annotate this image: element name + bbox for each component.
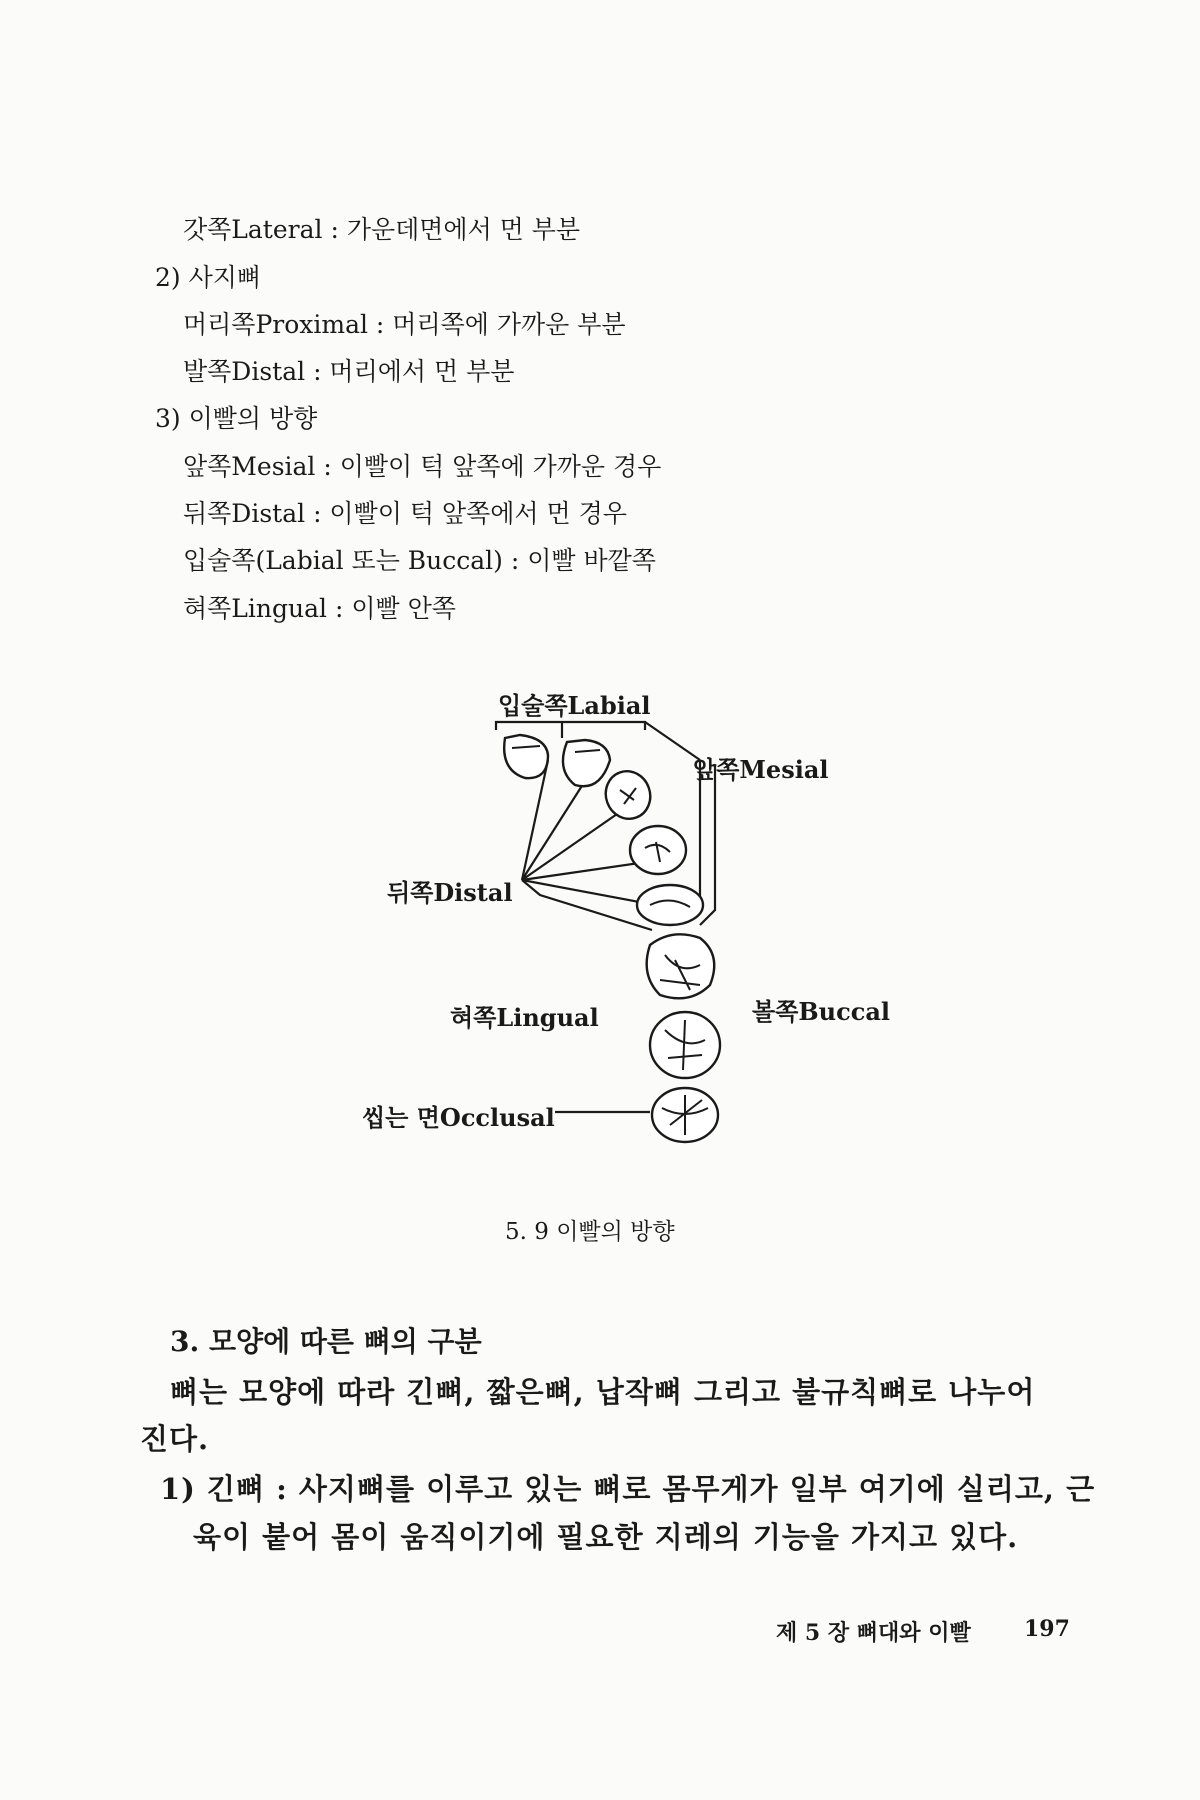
list-line-mesial: 앞쪽Mesial : 이빨이 턱 앞쪽에 가까운 경우	[183, 452, 662, 481]
distal-line-5	[522, 880, 655, 905]
label-occlusal: 씹는 면Occlusal	[362, 1103, 555, 1132]
list-line-proximal: 머리쪽Proximal : 머리쪽에 가까운 부분	[183, 310, 626, 339]
list-line-lateral: 갓쪽Lateral : 가운데면에서 먼 부분	[183, 215, 581, 244]
list-line-labial: 입술쪽(Labial 또는 Buccal) : 이빨 바깥쪽	[183, 546, 656, 575]
list-heading-limbs: 2) 사지뼈	[155, 263, 262, 292]
figure-caption: 5. 9 이빨의 방향	[505, 1219, 675, 1245]
body-line: 육이 붙어 몸이 움직이기에 필요한 지레의 기능을 가지고 있다.	[193, 1520, 1019, 1554]
section-heading: 3. 모양에 따른 뼈의 구분	[170, 1325, 482, 1358]
label-distal: 뒤쪽Distal	[387, 878, 513, 907]
body-line: 진다.	[140, 1422, 210, 1456]
mesial-line-1	[645, 722, 700, 760]
label-mesial: 앞쪽Mesial	[693, 755, 829, 784]
label-labial: 입술쪽Labial	[498, 691, 651, 720]
label-buccal: 볼쪽Buccal	[752, 997, 890, 1026]
list-line-distal: 발쪽Distal : 머리에서 먼 부분	[183, 357, 515, 386]
list-heading-teeth: 3) 이빨의 방향	[155, 404, 318, 433]
page-number: 197	[1024, 1616, 1070, 1642]
distal-line-6	[522, 880, 652, 930]
distal-line-3	[522, 805, 630, 880]
list-line-tooth-distal: 뒤쪽Distal : 이빨이 턱 앞쪽에서 먼 경우	[183, 499, 627, 528]
label-lingual: 혀쪽Lingual	[450, 1003, 599, 1032]
list-line-lingual: 혀쪽Lingual : 이빨 안쪽	[183, 594, 456, 623]
tooth-second-premolar	[637, 885, 703, 925]
labial-bracket	[496, 722, 645, 730]
chapter-footer: 제 5 장 뼈대와 이빨	[776, 1620, 971, 1646]
tooth-central-incisor	[504, 735, 548, 778]
body-line: 뼈는 모양에 따라 긴뼈, 짧은뼈, 납작뼈 그리고 불규칙뼈로 나누어	[170, 1375, 1036, 1409]
body-line: 1) 긴뼈 : 사지뼈를 이루고 있는 뼈로 몸무게가 일부 여기에 실리고, 근	[160, 1472, 1096, 1506]
tooth-lateral-incisor	[563, 740, 610, 786]
